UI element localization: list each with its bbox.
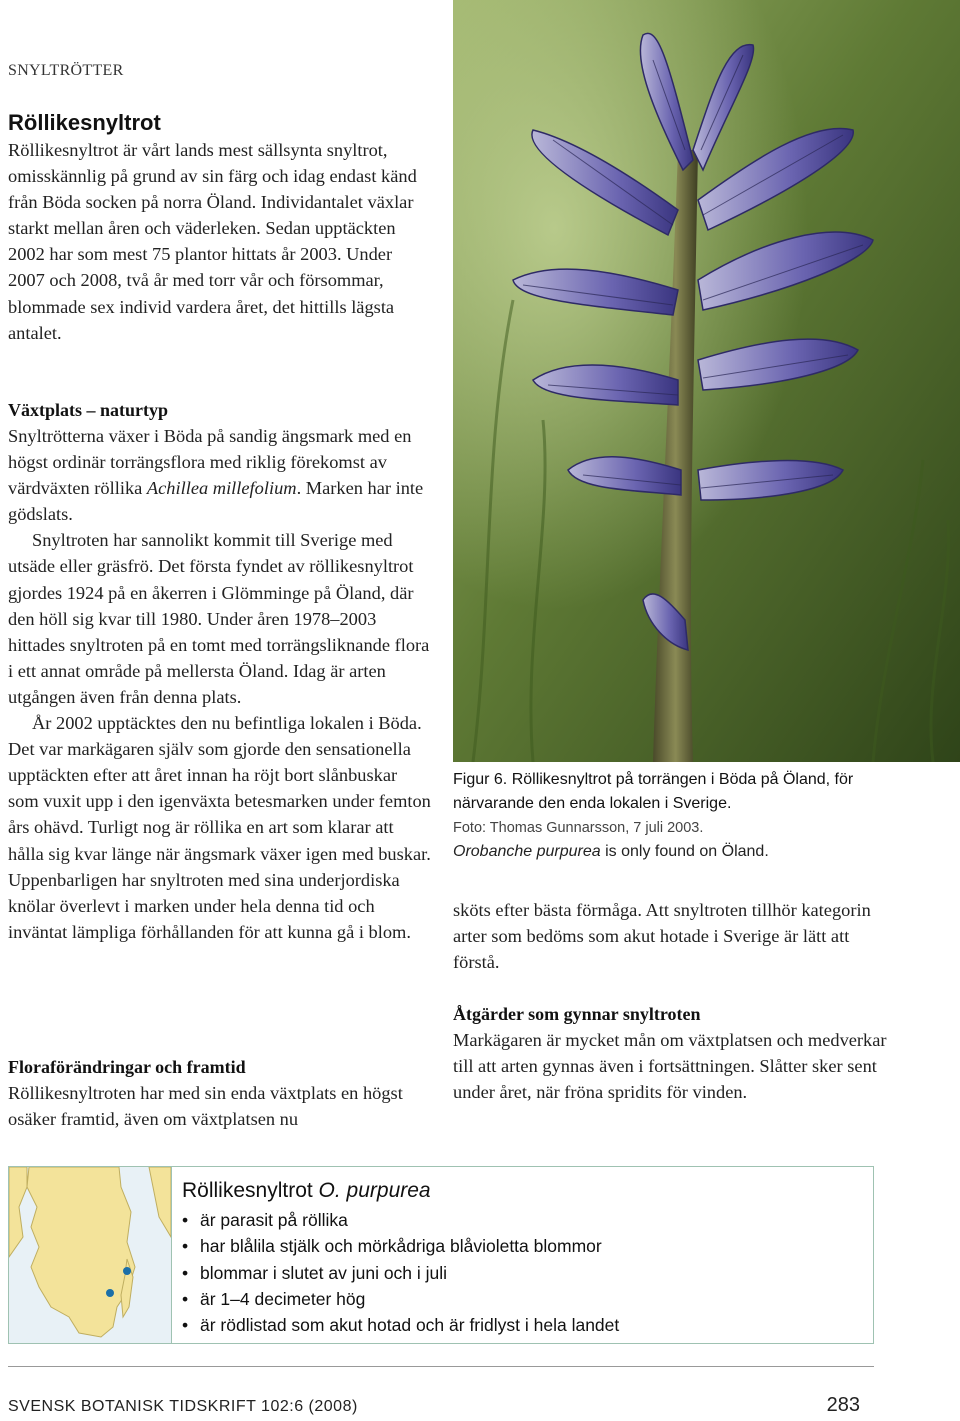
list-item <box>182 1286 619 1312</box>
article-title: Röllikesnyltrot <box>8 110 161 135</box>
flora-section <box>8 1054 432 1132</box>
habitat-paragraph-1 <box>8 423 432 527</box>
habitat-paragraph-2: Snyltroten har sannolikt kommit till Sverige med utsäde eller gräsfrö. Det första fyndet av röllikesnyltrot gjordes 1924 på en åkerren i Glömminge på Öland, där den höll sig kvar till 1980. Under åren 1978–2003 hittades snyltroten på en tomt med torrängsliknande flora i ett annat område på mellersta Öland. Idag är arten utgången även från denna plats. <box>8 530 430 707</box>
photo-credit: Foto: Thomas Gunnarsson, 7 juli 2003. <box>453 820 704 836</box>
species-name: Achillea millefolium <box>146 478 297 499</box>
caption-main: Figur 6. Röllikesnyltrot på torrängen i Böda på Öland, för närvarande den enda lokalen i Sverige. <box>453 771 854 812</box>
orobanche-photo-illustration <box>453 0 960 762</box>
plant-photo <box>453 0 960 762</box>
figure-caption <box>453 768 893 864</box>
info-common-name: Röllikesnyltrot <box>182 1179 319 1202</box>
habitat-text-end: . Marken har inte gödslats. <box>8 478 424 525</box>
sweden-map-icon <box>9 1167 171 1343</box>
measures-paragraph: Markägaren är mycket mån om växtplatsen och medverkar till att arten gynnas även i fortsättningen. Slåtter sker sent under året, när fröna spridits för vinden. <box>453 1030 887 1103</box>
flora-heading: Floraförändringar och framtid <box>8 1057 246 1077</box>
flora-paragraph: Röllikesnyltroten har med sin enda växtplats en högst osäker framtid, även om växtplatsen nu <box>8 1083 403 1130</box>
caption-note-text: is only found on Öland. <box>600 843 769 860</box>
bullet-icon: • <box>182 1236 189 1257</box>
journal-name: SVENSK BOTANISK TIDSKRIFT 102:6 (2008) <box>8 1398 358 1415</box>
habitat-paragraph-3: År 2002 upptäcktes den nu befintliga lokalen i Böda. Det var markägaren själv som gjorde den sensationella upptäckten efter att året innan ha röjt bort slånbuskar som vuxit upp i den igenväxta betesmarken under femton års ohävd. Turligt nog är röllika en art som klarar att hålla sig kvar länge när ängsmark växer igen med buskar. Uppenbarligen har snyltroten med sina underjordiska knölar överlevt i marken under hela denna tid och inväntat lämpliga förhållanden för att kunna gå i blom. <box>8 713 431 942</box>
section-label: SNYLTRÖTTER <box>8 62 124 79</box>
info-text <box>182 1179 619 1338</box>
list-item-text: har blålila stjälk och mörkådriga blåvioletta blommor <box>200 1236 602 1257</box>
bullet-icon: • <box>182 1315 189 1336</box>
location-dot <box>106 1289 114 1297</box>
page-number: 283 <box>826 1394 860 1416</box>
habitat-section <box>8 397 432 945</box>
measures-heading: Åtgärder som gynnar snyltroten <box>453 1004 701 1024</box>
distribution-map <box>9 1167 172 1343</box>
location-dot <box>123 1267 131 1275</box>
info-species-name: O. purpurea <box>318 1179 431 1202</box>
continued-paragraph: sköts efter bästa förmåga. Att snyltroten tillhör kategorin arter som bedöms som akut hotade i Sverige är lätt att förstå. <box>453 900 871 973</box>
species-info-box <box>8 1166 874 1344</box>
habitat-heading: Växtplats – naturtyp <box>8 400 169 420</box>
bullet-icon: • <box>182 1288 189 1309</box>
continued-text <box>453 897 893 975</box>
intro-paragraph: Röllikesnyltrot är vårt lands mest sällsynta snyltrot, omisskännlig på grund av sin färg och idag endast känd från Böda socken på norra Öland. Individantalet växlar starkt mellan åren och väderleken. Sedan upptäckten 2002 har som mest 75 plantor hittats år 2003. Under 2007 och 2008, två år med torr vår och försommar, blommade sex individ vardera året, det hittills lägsta antalet. <box>8 140 417 343</box>
info-title <box>182 1179 619 1203</box>
list-item <box>182 1233 619 1259</box>
list-item-text: är parasit på röllika <box>200 1210 348 1230</box>
list-item-text: blommar i slutet av juni och i juli <box>200 1262 448 1283</box>
bullet-icon: • <box>182 1262 189 1283</box>
list-item-text: är rödlistad som akut hotad och är fridlyst i hela landet <box>200 1315 620 1336</box>
bullet-icon: • <box>182 1210 189 1230</box>
info-list <box>182 1207 619 1338</box>
list-item <box>182 1312 619 1338</box>
caption-note <box>453 840 893 864</box>
list-item-text: är 1–4 decimeter hög <box>200 1288 366 1309</box>
intro-section <box>8 109 432 346</box>
caption-species: Orobanche purpurea <box>453 843 601 860</box>
list-item <box>182 1260 619 1286</box>
measures-section <box>453 1001 893 1105</box>
list-item <box>182 1207 619 1233</box>
habitat-text: Snyltrötterna växer i Böda på sandig ängsmark med en högst ordinär torrängsflora med riklig förekomst av värdväxten röllika <box>8 426 412 499</box>
footer-divider <box>8 1366 874 1367</box>
